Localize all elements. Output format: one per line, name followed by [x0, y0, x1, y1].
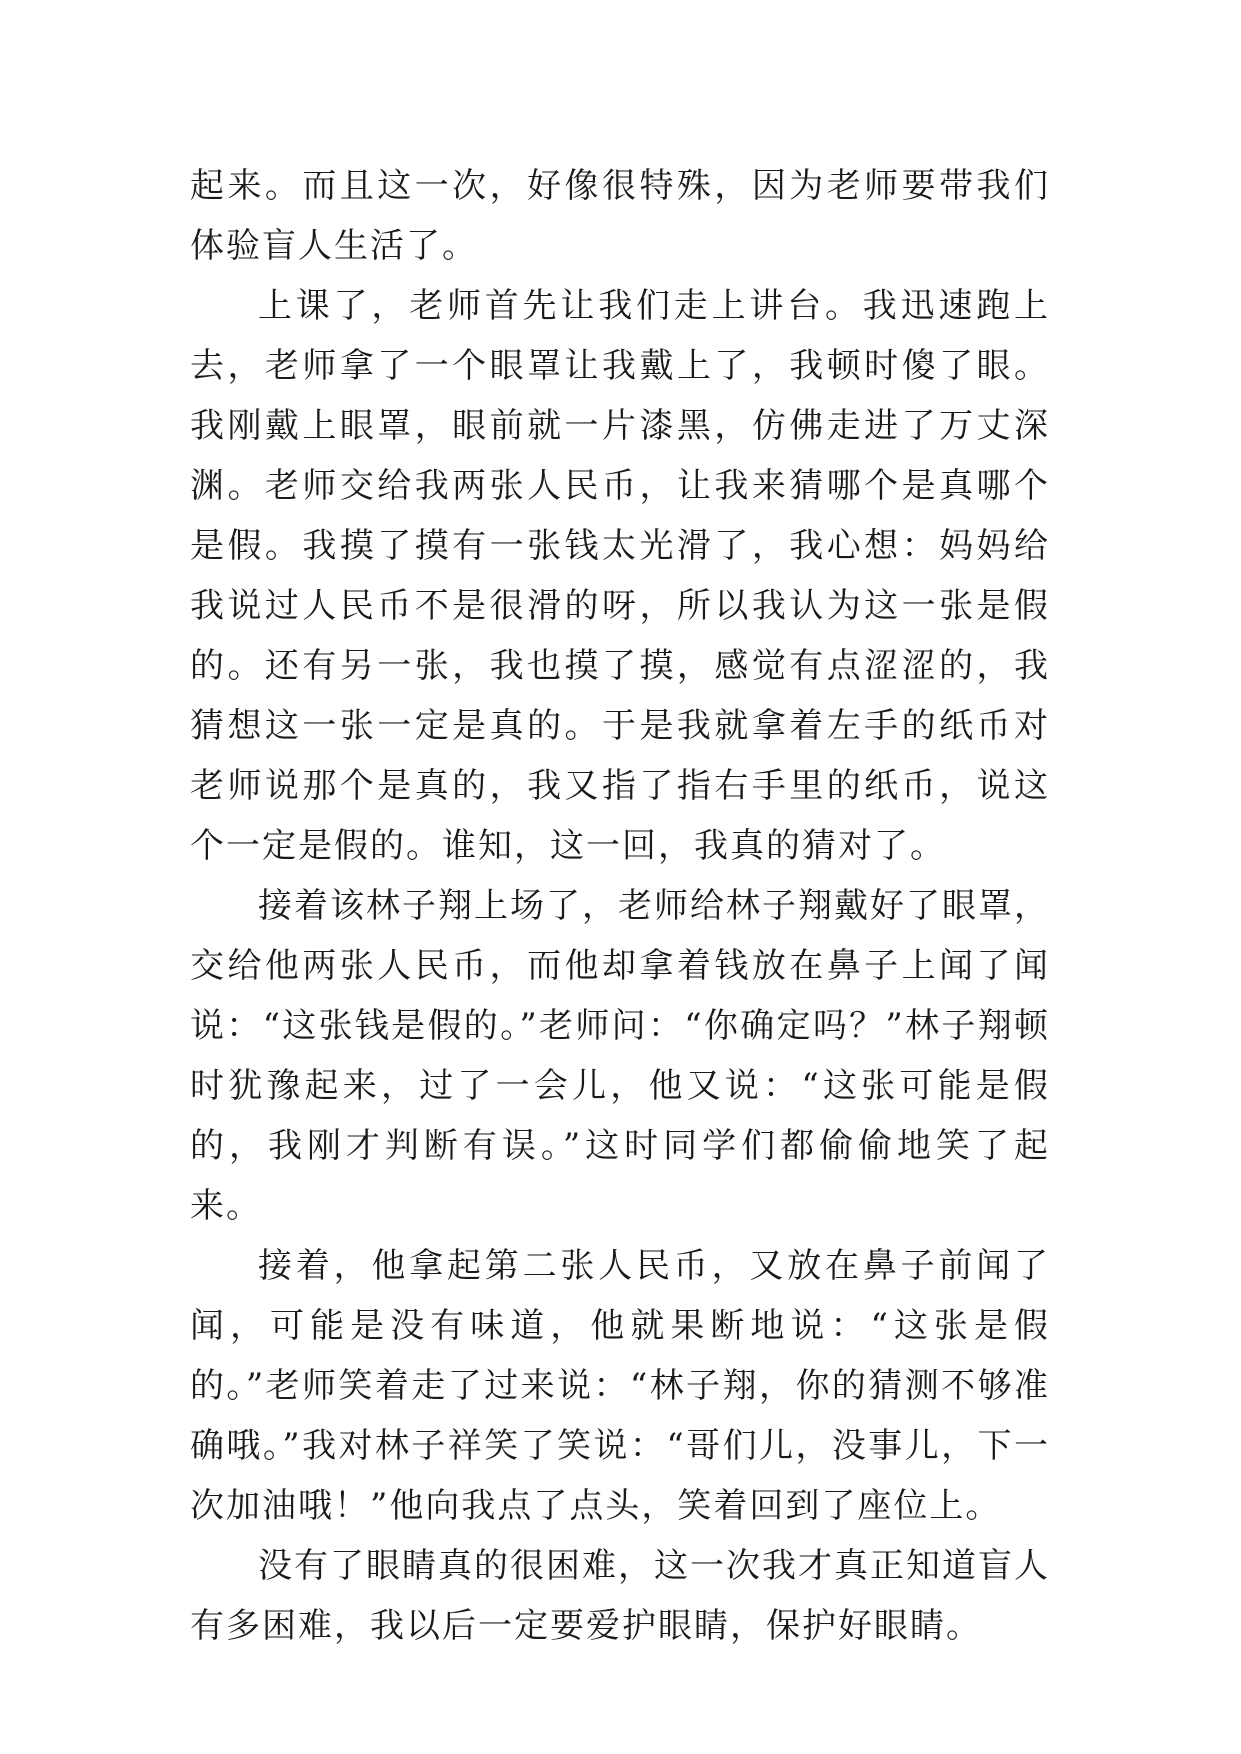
paragraph-5: 没有了眼睛真的很困难，这一次我才真正知道盲人有多困难，我以后一定要爱护眼睛，保护好眼睛。: [190, 1546, 1050, 1646]
paragraph-2: 上课了，老师首先让我们走上讲台。我迅速跑上去，老师拿了一个眼罩让我戴上了，我顿时傻了眼。我刚戴上眼罩，眼前就一片漆黑，仿佛走进了万丈深渊。老师交给我两张人民币，让我来猜哪个是真哪个是假。我摸了摸有一张钱太光滑了，我心想：妈妈给我说过人民币不是很滑的呀，所以我认为这一张是假的。还有另一张，我也摸了摸，感觉有点涩涩的，我猜想这一张一定是真的。于是我就拿着左手的纸币对老师说那个是真的，我又指了指右手里的纸币，说这个一定是假的。谁知，这一回，我真的猜对了。: [190, 286, 1050, 866]
paragraph-3: 接着该林子翔上场了，老师给林子翔戴好了眼罩，交给他两张人民币，而他却拿着钱放在鼻子上闻了闻说：“这张钱是假的。”老师问：“你确定吗？”林子翔顿时犹豫起来，过了一会儿，他又说：“这张可能是假的，我刚才判断有误。”这时同学们都偷偷地笑了起来。: [190, 886, 1050, 1226]
body-text: [190, 156, 1050, 1656]
paragraph-4: 接着，他拿起第二张人民币，又放在鼻子前闻了闻，可能是没有味道，他就果断地说：“这张是假的。”老师笑着走了过来说：“林子翔，你的猜测不够准确哦。”我对林子祥笑了笑说：“哥们儿，没事儿，下一次加油哦！”他向我点了点头，笑着回到了座位上。: [190, 1246, 1050, 1526]
paragraph-1: 起来。而且这一次，好像很特殊，因为老师要带我们体验盲人生活了。: [190, 166, 1050, 266]
